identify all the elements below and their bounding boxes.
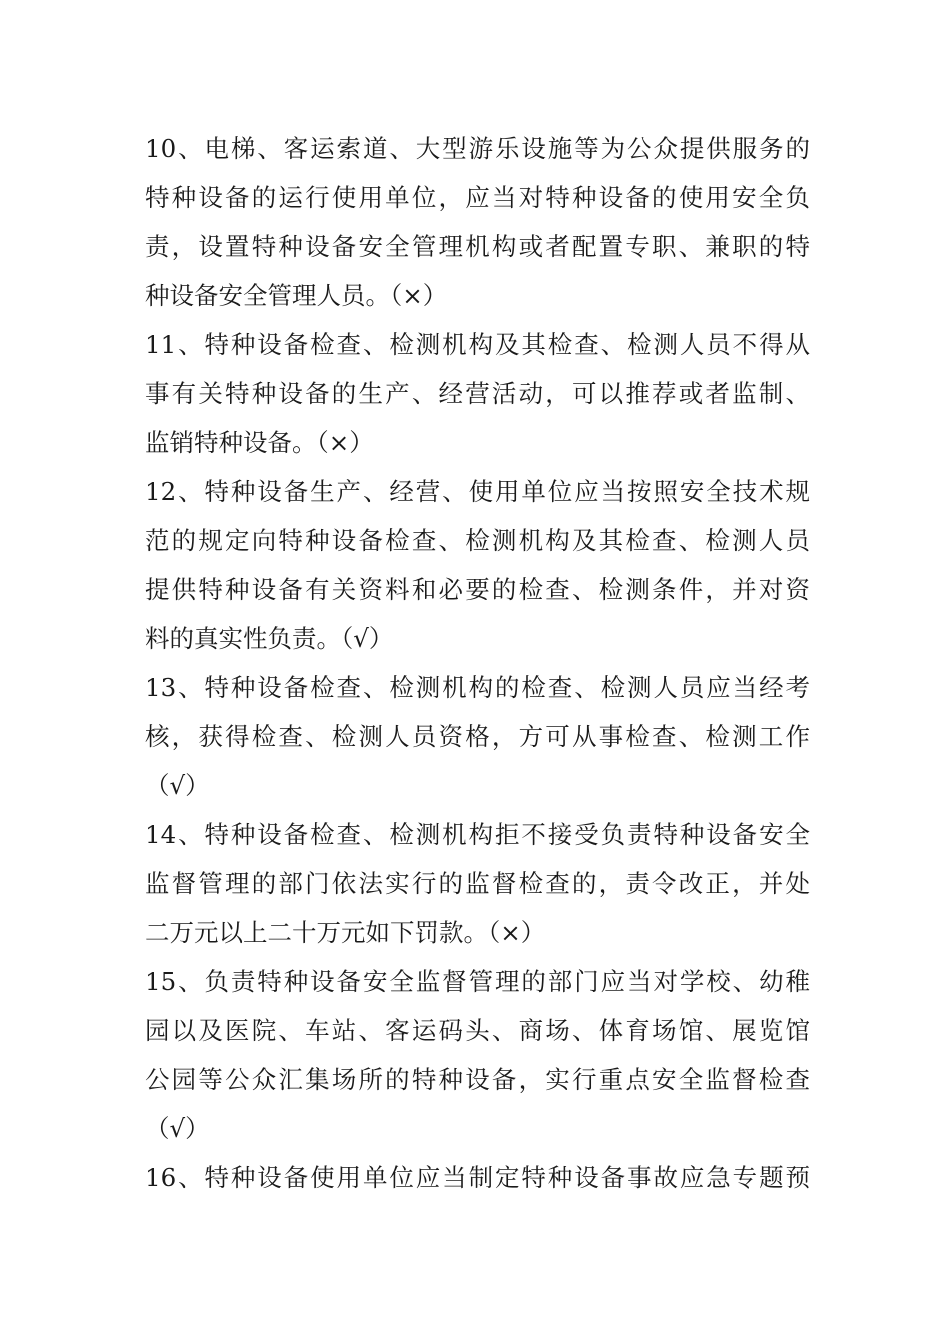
question-line: （√） xyxy=(145,1114,210,1143)
question-line: 15、负责特种设备安全监督管理的部门应当对学校、幼稚 xyxy=(145,967,810,996)
document-body xyxy=(145,124,810,1202)
question-line: 核，获得检查、检测人员资格，方可从事检查、检测工作 xyxy=(145,722,810,751)
question-line: 公园等公众汇集场所的特种设备，实行重点安全监督检查 xyxy=(145,1065,810,1094)
question-line: 二万元以上二十万元如下罚款。（×） xyxy=(145,918,546,947)
question-line: 园以及医院、车站、客运码头、商场、体育场馆、展览馆 xyxy=(145,1016,810,1045)
question-line: 事有关特种设备的生产、经营活动，可以推荐或者监制、 xyxy=(145,379,810,408)
question-line: 责，设置特种设备安全管理机构或者配置专职、兼职的特 xyxy=(145,232,810,261)
question-line: 12、特种设备生产、经营、使用单位应当按照安全技术规 xyxy=(145,477,810,506)
question-line: 10、电梯、客运索道、大型游乐设施等为公众提供服务的 xyxy=(145,134,810,163)
question-line: 种设备安全管理人员。（×） xyxy=(145,281,448,310)
question-line: 监督管理的部门依法实行的监督检查的，责令改正，并处 xyxy=(145,869,810,898)
question-10 xyxy=(145,124,810,320)
question-line: 提供特种设备有关资料和必要的检查、检测条件，并对资 xyxy=(145,575,810,604)
question-15 xyxy=(145,957,810,1153)
question-line: 16、特种设备使用单位应当制定特种设备事故应急专题预 xyxy=(145,1163,810,1192)
question-line: 料的真实性负责。（√） xyxy=(145,624,394,653)
question-13 xyxy=(145,663,810,810)
question-line: 特种设备的运行使用单位，应当对特种设备的使用安全负 xyxy=(145,183,810,212)
question-14 xyxy=(145,810,810,957)
question-line: （√） xyxy=(145,771,210,800)
question-line: 11、特种设备检查、检测机构及其检查、检测人员不得从 xyxy=(145,330,810,359)
question-12 xyxy=(145,467,810,663)
question-line: 监销特种设备。（×） xyxy=(145,428,374,457)
question-line: 14、特种设备检查、检测机构拒不接受负责特种设备安全 xyxy=(145,820,810,849)
question-line: 范的规定向特种设备检查、检测机构及其检查、检测人员 xyxy=(145,526,810,555)
question-11 xyxy=(145,320,810,467)
question-line: 13、特种设备检查、检测机构的检查、检测人员应当经考 xyxy=(145,673,810,702)
question-16 xyxy=(145,1153,810,1202)
